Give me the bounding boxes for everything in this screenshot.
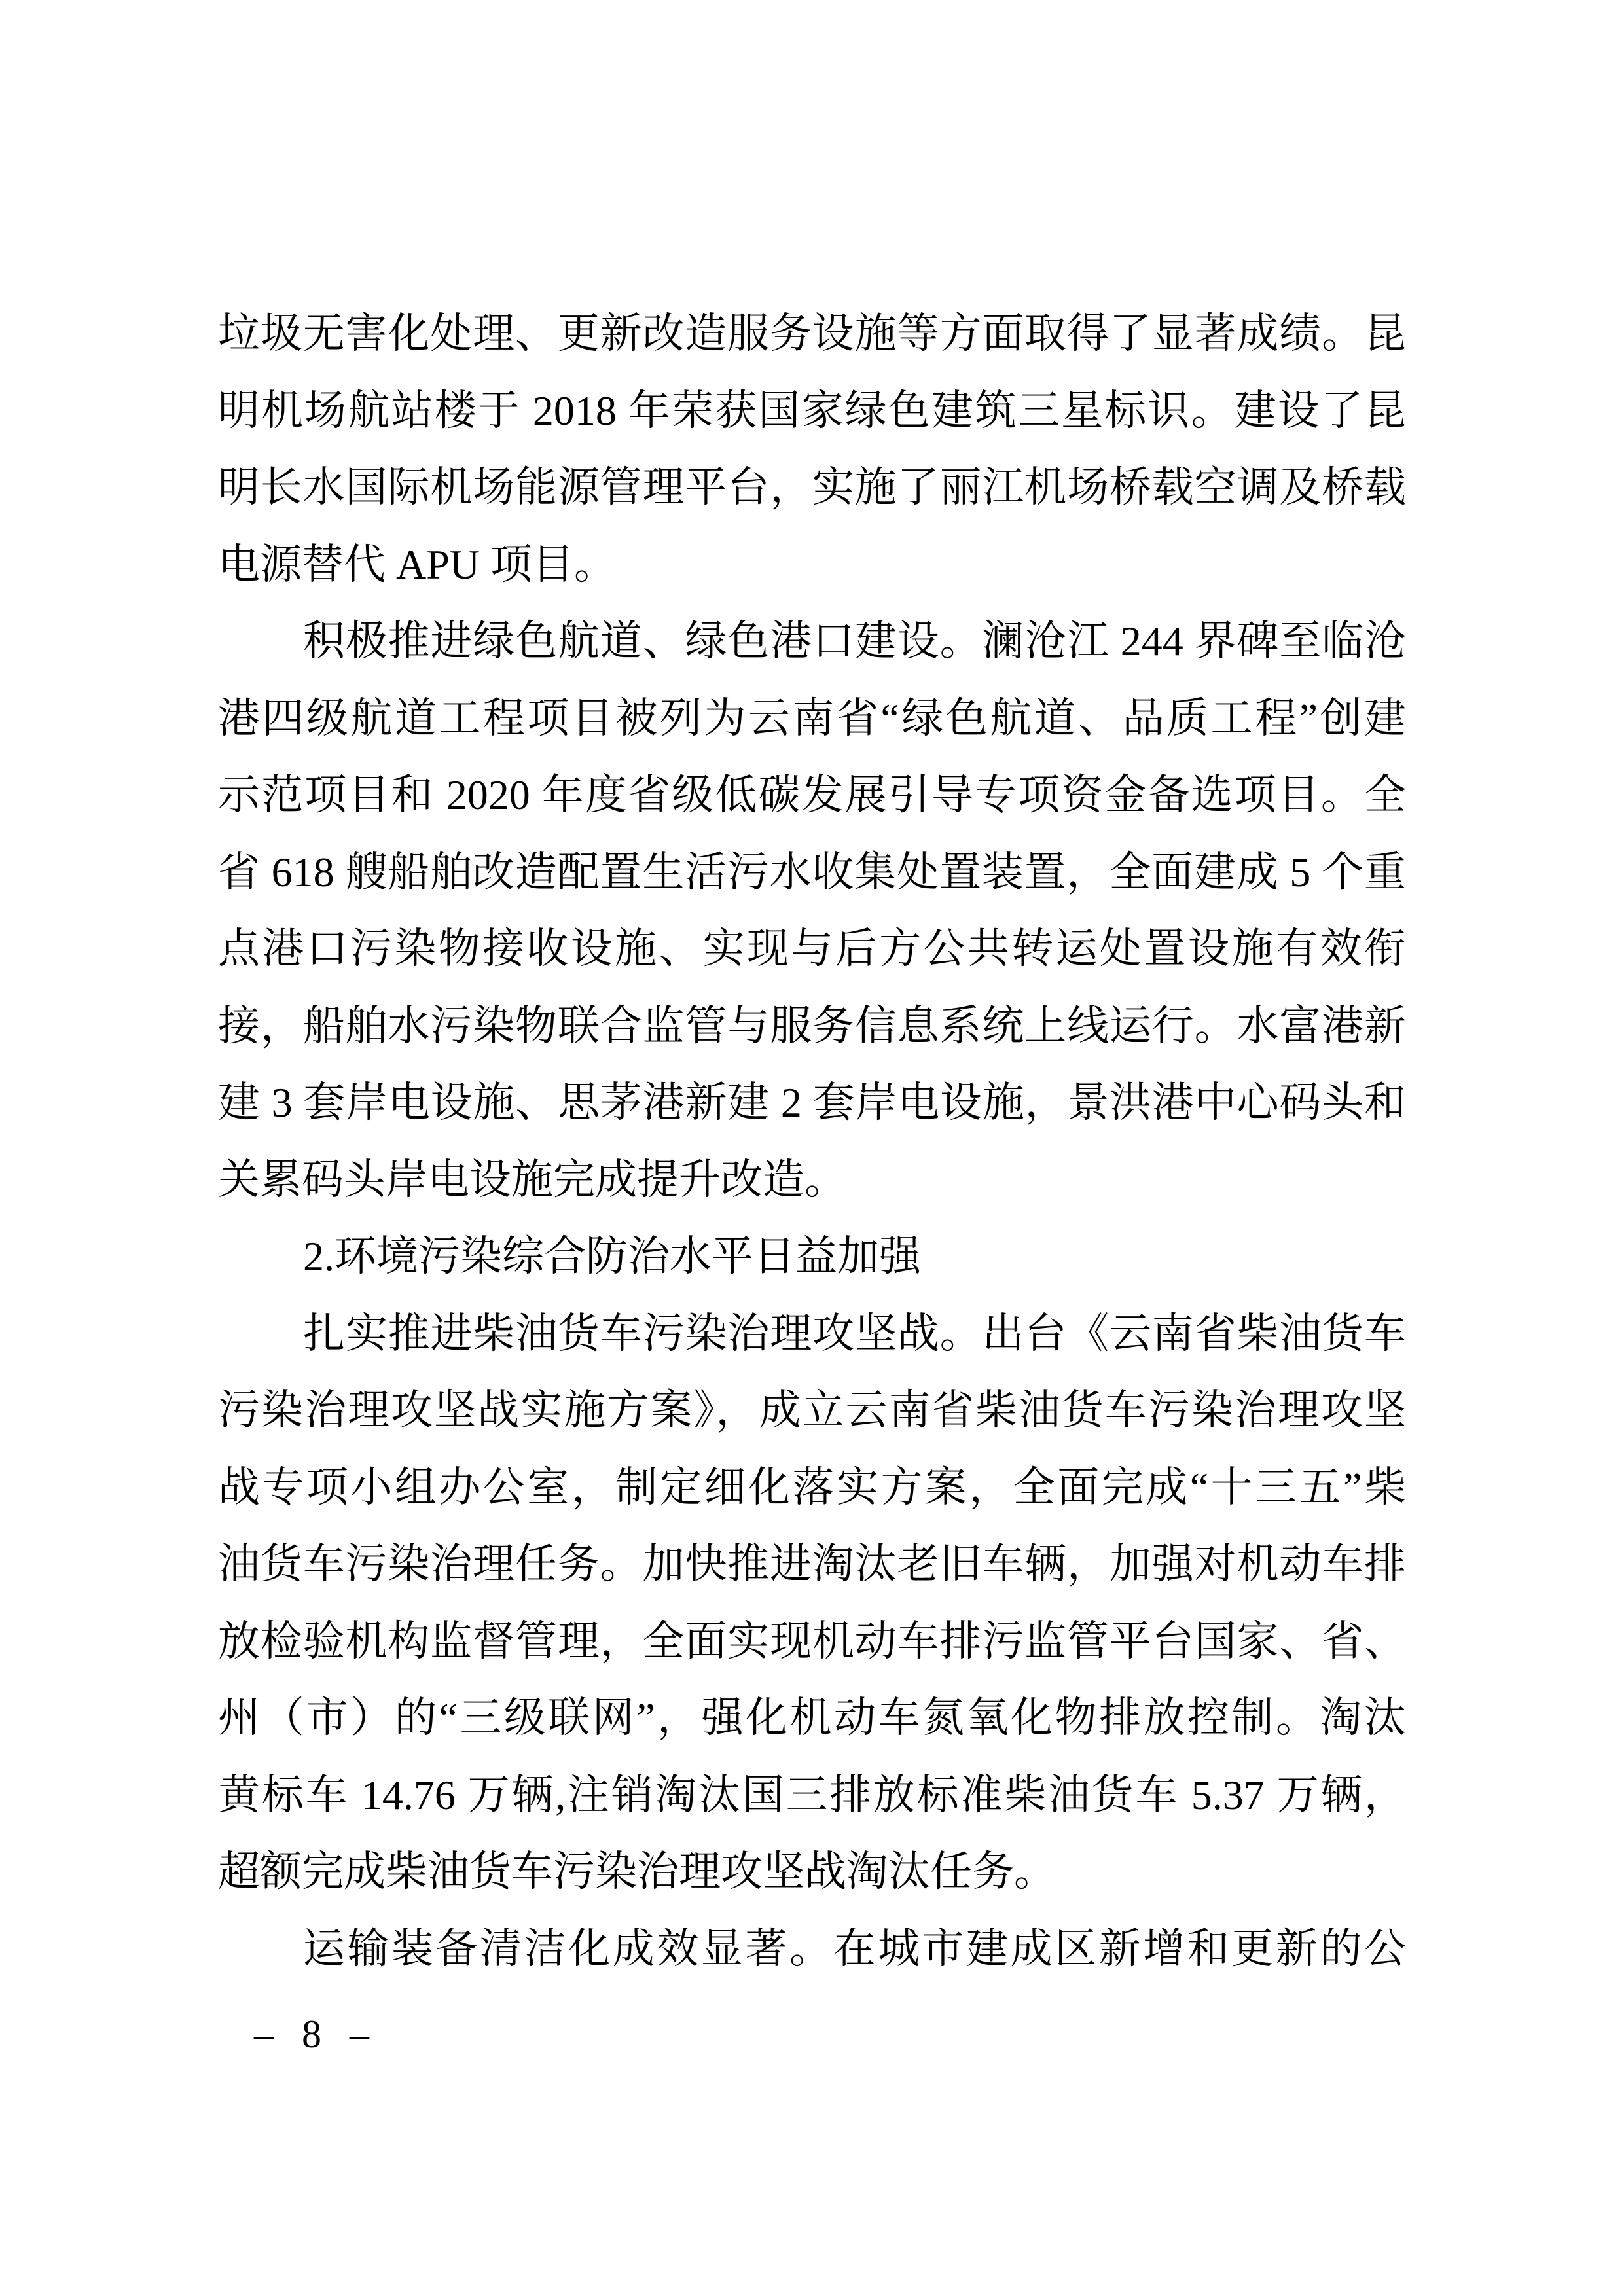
text-line: 污染治理攻坚战实施方案》，成立云南省柴油货车污染治理攻坚: [218, 1387, 1406, 1433]
text-line: 战专项小组办公室，制定细化落实方案，全面完成“十三五”柴: [218, 1463, 1406, 1511]
document-body: [218, 295, 1406, 1987]
text-line: 港四级航道工程项目被列为云南省“绿色航道、品质工程”创建: [218, 694, 1406, 742]
text-line: 积极推进绿色航道、绿色港口建设。澜沧江 244 界碑至临沧: [303, 618, 1406, 664]
text-line: 2.环境污染综合防治水平日益加强: [303, 1233, 921, 1280]
text-line: 明机场航站楼于 2018 年荣获国家绿色建筑三星标识。建设了昆: [218, 387, 1406, 434]
text-line: 运输装备清洁化成效显著。在城市建成区新增和更新的公: [303, 1925, 1406, 1972]
text-line: 接，船舶水污染物联合监管与服务信息系统上线运行。水富港新: [218, 1002, 1406, 1049]
text-line: 黄标车 14.76 万辆,注销淘汰国三排放标准柴油货车 5.37 万辆，: [218, 1771, 1406, 1818]
text-line: 油货车污染治理任务。加快推进淘汰老旧车辆，加强对机动车排: [218, 1541, 1406, 1587]
page-number: – 8 –: [254, 2013, 378, 2056]
text-line: 扎实推进柴油货车污染治理攻坚战。出台《云南省柴油货车: [303, 1310, 1406, 1357]
text-line: 省 618 艘船舶改造配置生活污水收集处置装置，全面建成 5 个重: [218, 848, 1406, 895]
text-line: 州（市）的“三级联网”，强化机动车氮氧化物排放控制。淘汰: [218, 1695, 1406, 1741]
text-line: 明长水国际机场能源管理平台，实施了丽江机场桥载空调及桥载: [218, 464, 1406, 511]
text-line: 示范项目和 2020 年度省级低碳发展引导专项资金备选项目。全: [218, 772, 1406, 818]
text-line: 建 3 套岸电设施、思茅港新建 2 套岸电设施，景洪港中心码头和: [218, 1079, 1406, 1126]
text-line: 电源替代 APU 项目。: [218, 541, 617, 588]
text-line: 超额完成柴油货车污染治理攻坚战淘汰任务。: [218, 1848, 1056, 1895]
text-line: 关累码头岸电设施完成提升改造。: [218, 1156, 846, 1203]
text-line: 垃圾无害化处理、更新改造服务设施等方面取得了显著成绩。昆: [218, 310, 1406, 357]
text-line: 放检验机构监督管理，全面实现机动车排污监管平台国家、省、: [218, 1617, 1406, 1664]
text-line: 点港口污染物接收设施、实现与后方公共转运处置设施有效衔: [218, 925, 1406, 972]
